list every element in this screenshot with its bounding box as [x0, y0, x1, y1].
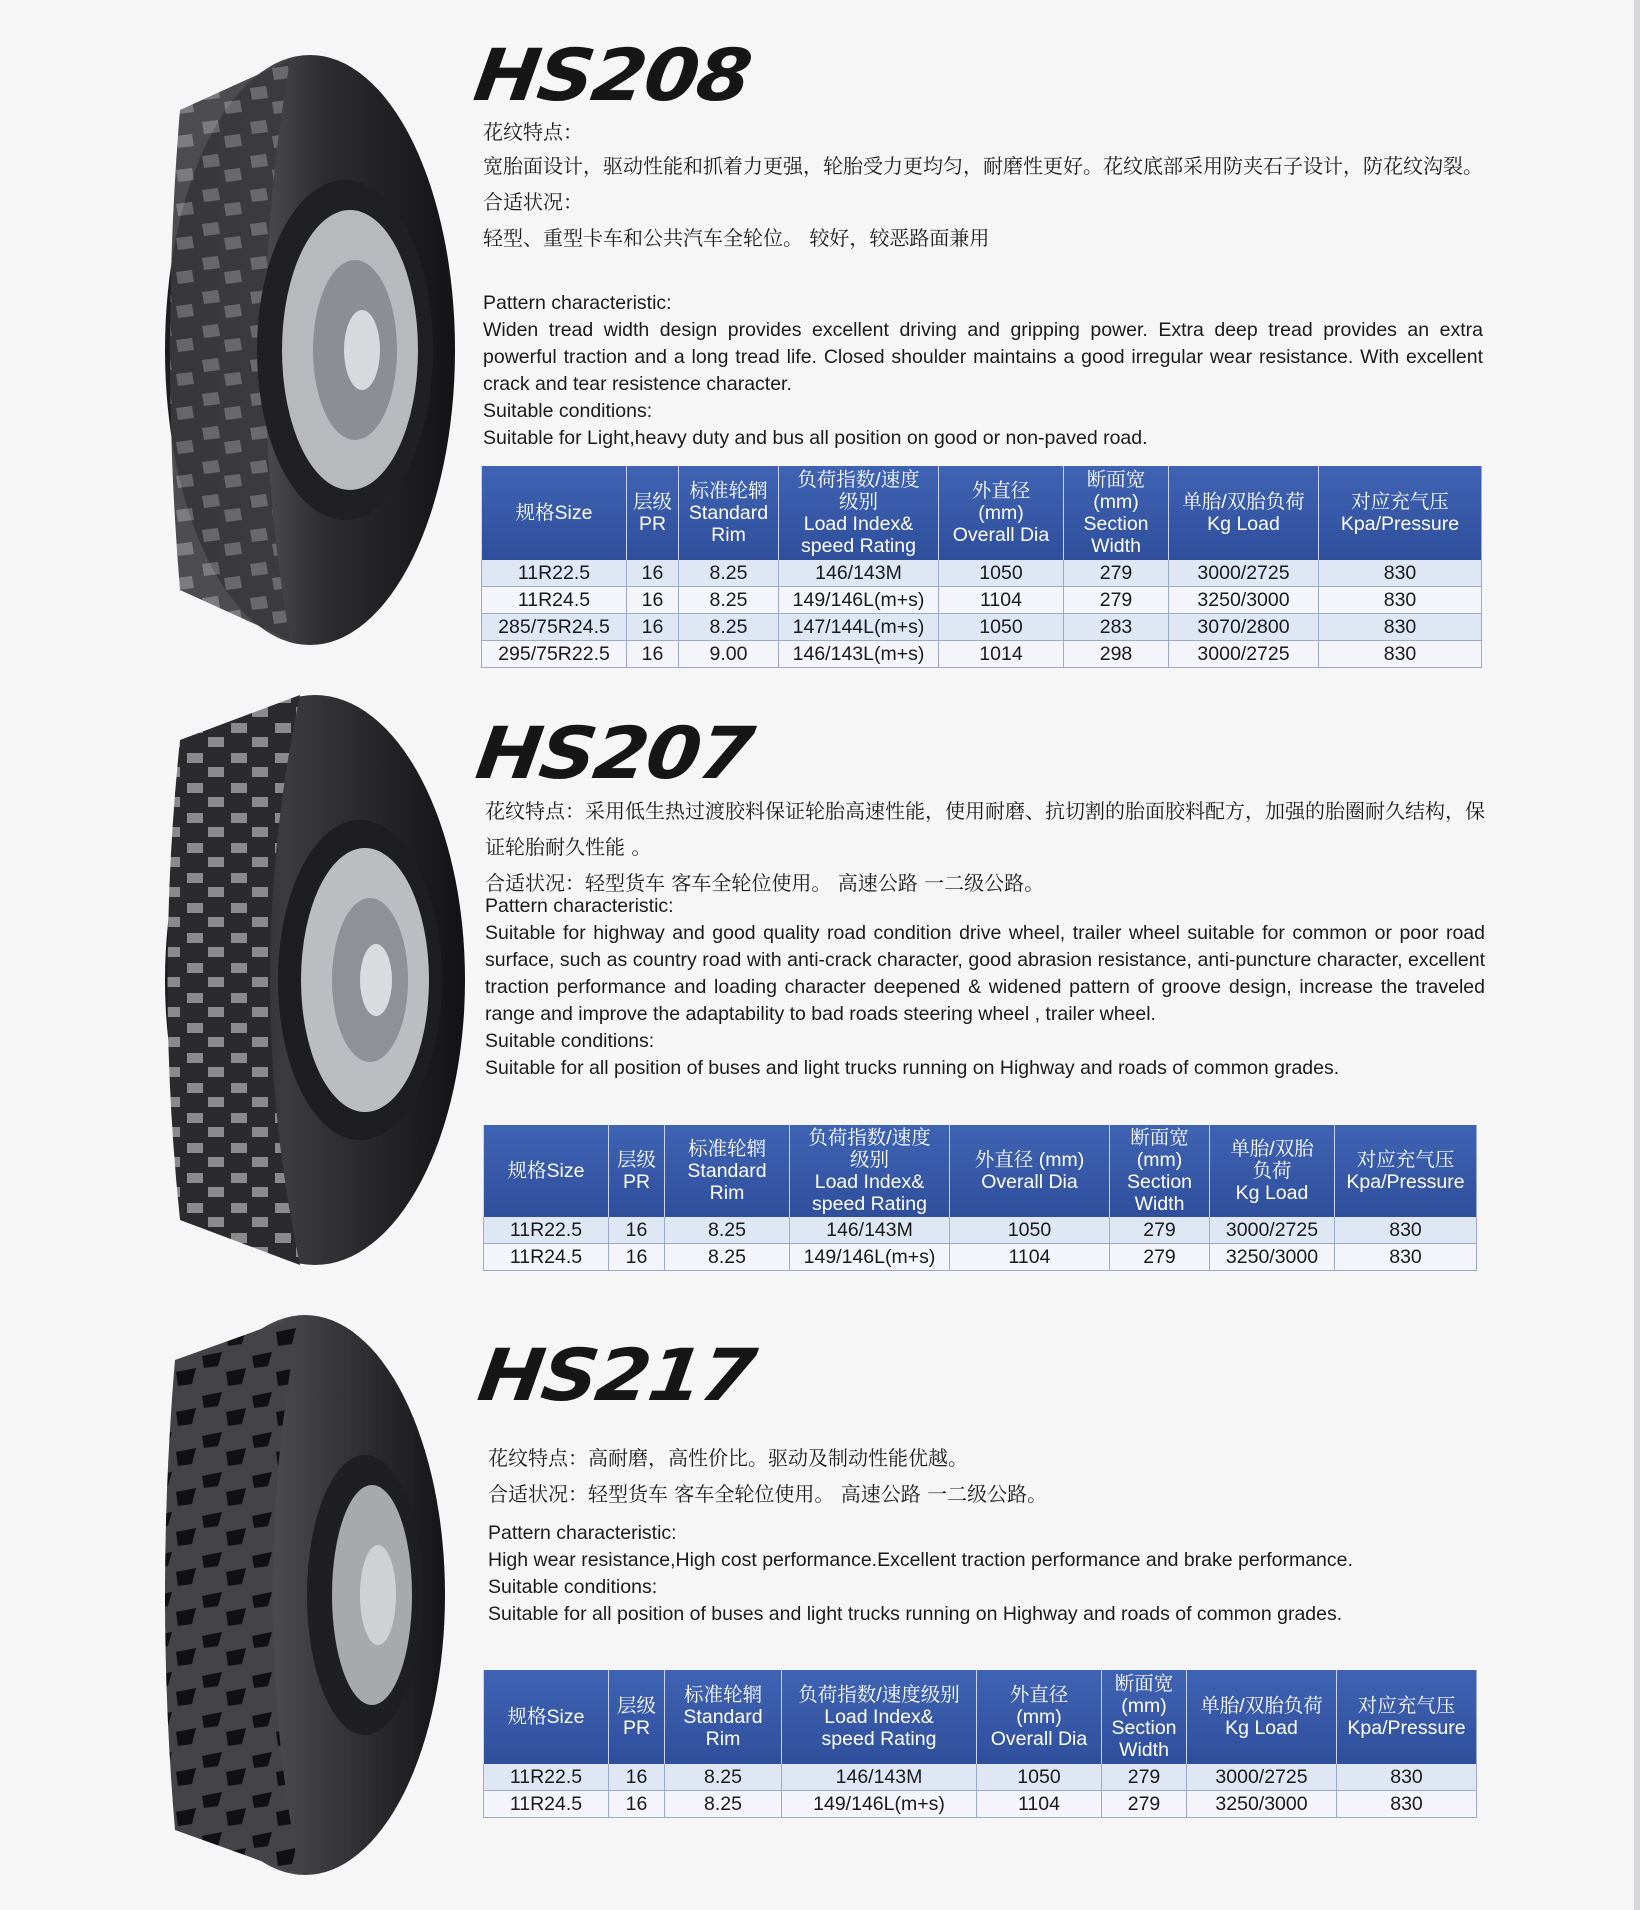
table-cell: 11R24.5	[484, 1244, 609, 1271]
en-line: Suitable for all position of buses and light trucks running on Highway and roads of common grades.	[488, 1603, 1343, 1625]
table-cell: 8.25	[665, 1244, 790, 1271]
table-cell: 16	[609, 1764, 665, 1791]
table-header-cell: 负荷指数/速度 级别 Load Index& speed Rating	[779, 466, 939, 560]
table-cell: 149/146L(m+s)	[779, 587, 939, 614]
table-header-cell: 断面宽 (mm) Section Width	[1110, 1125, 1210, 1217]
table-cell: 11R24.5	[484, 1791, 609, 1818]
table-row	[482, 587, 1482, 614]
table-row	[482, 614, 1482, 641]
table-header-cell: 规格Size	[482, 466, 627, 560]
table-cell: 830	[1335, 1244, 1477, 1271]
table-header-cell: 规格Size	[484, 1670, 609, 1764]
table-cell: 279	[1110, 1244, 1210, 1271]
table-cell: 146/143L(m+s)	[779, 641, 939, 668]
table-header-cell: 标准轮辋 Standard Rim	[665, 1125, 790, 1217]
table-header-cell: 单胎/双胎负荷 Kg Load	[1169, 466, 1319, 560]
table-header-row	[484, 1670, 1477, 1764]
table-cell: 3070/2800	[1169, 614, 1319, 641]
description-en	[485, 893, 1485, 1082]
table-cell: 149/146L(m+s)	[782, 1791, 977, 1818]
table-cell: 279	[1102, 1791, 1187, 1818]
tire-image-hs208	[150, 50, 460, 650]
table-header-cell: 层级 PR	[609, 1670, 665, 1764]
table-cell: 16	[627, 614, 679, 641]
table-cell: 8.25	[665, 1217, 790, 1244]
table-row	[482, 560, 1482, 587]
table-cell: 830	[1319, 614, 1482, 641]
table-cell: 279	[1102, 1764, 1187, 1791]
description-en	[488, 1520, 1488, 1628]
table-cell: 3250/3000	[1187, 1791, 1337, 1818]
table-cell: 3000/2725	[1169, 641, 1319, 668]
table-cell: 1104	[977, 1791, 1102, 1818]
table-header-cell: 层级 PR	[609, 1125, 665, 1217]
table-cell: 3250/3000	[1210, 1244, 1335, 1271]
table-cell: 8.25	[665, 1791, 782, 1818]
table-cell: 830	[1319, 641, 1482, 668]
table-cell: 830	[1319, 587, 1482, 614]
table-body	[482, 560, 1482, 668]
cn-line: 合适状况：轻型货车 客车全轮位使用。 高速公路 一二级公路。	[488, 1482, 1048, 1506]
spec-table	[483, 1670, 1477, 1818]
table-cell: 283	[1064, 614, 1169, 641]
description-en	[483, 290, 1483, 452]
table-header-cell: 对应充气压 Kpa/Pressure	[1319, 466, 1482, 560]
table-cell: 8.25	[679, 614, 779, 641]
cn-line: 花纹特点：	[483, 120, 583, 144]
table-header-row	[482, 466, 1482, 560]
table-body	[484, 1764, 1477, 1818]
spec-table	[481, 466, 1482, 668]
en-line: Suitable conditions:	[483, 400, 653, 422]
table-header-cell: 外直径 (mm) Overall Dia	[950, 1125, 1110, 1217]
en-line: Suitable for highway and good quality road condition drive wheel, trailer wheel suitable for common or poor road surface, such as country road with anti-crack character, good abrasion resistance, anti-puncture character, excellent traction performance and loading character deepened & widened pattern of groove design, increase the traveled range and improve the adaptability to bad roads steering wheel , trailer wheel.	[485, 922, 1485, 1025]
en-line: Pattern characteristic:	[485, 895, 674, 917]
table-header-cell: 标准轮辋 Standard Rim	[665, 1670, 782, 1764]
en-line: Suitable for Light,heavy duty and bus all position on good or non-paved road.	[483, 427, 1148, 449]
table-cell: 285/75R24.5	[482, 614, 627, 641]
table-cell: 1104	[950, 1244, 1110, 1271]
table-cell: 279	[1064, 587, 1169, 614]
table-cell: 11R22.5	[484, 1764, 609, 1791]
model-title: HS207	[471, 712, 758, 796]
cn-line: 宽胎面设计，驱动性能和抓着力更强，轮胎受力更均匀，耐磨性更好。花纹底部采用防夹石子设计，防花纹沟裂。	[483, 154, 1483, 178]
table-cell: 8.25	[679, 587, 779, 614]
table-row	[484, 1244, 1477, 1271]
scan-edge	[1634, 0, 1640, 1910]
en-line: Pattern characteristic:	[483, 292, 672, 314]
table-cell: 146/143M	[790, 1217, 950, 1244]
table-cell: 3000/2725	[1210, 1217, 1335, 1244]
table-cell: 830	[1319, 560, 1482, 587]
table-cell: 3000/2725	[1187, 1764, 1337, 1791]
table-cell: 279	[1064, 560, 1169, 587]
table-row	[484, 1217, 1477, 1244]
table-header-cell: 层级 PR	[627, 466, 679, 560]
table-header-cell: 断面宽 (mm) Section Width	[1064, 466, 1169, 560]
model-title: HS208	[469, 34, 756, 118]
cn-line: 花纹特点：采用低生热过渡胶料保证轮胎高速性能，使用耐磨、抗切割的胎面胶料配方，加强的胎圈耐久结构，保证轮胎耐久性能 。	[485, 799, 1485, 859]
en-line: High wear resistance,High cost performance.Excellent traction performance and brake performance.	[488, 1549, 1353, 1571]
table-cell: 8.25	[679, 560, 779, 587]
table-header-cell: 规格Size	[484, 1125, 609, 1217]
table-header-cell: 单胎/双胎负荷 Kg Load	[1187, 1670, 1337, 1764]
table-header-cell: 标准轮辋 Standard Rim	[679, 466, 779, 560]
spec-table	[483, 1125, 1477, 1271]
en-line: Pattern characteristic:	[488, 1522, 677, 1544]
table-cell: 8.25	[665, 1764, 782, 1791]
table-cell: 1014	[939, 641, 1064, 668]
table-header-cell: 负荷指数/速度级别 Load Index& speed Rating	[782, 1670, 977, 1764]
table-row	[484, 1764, 1477, 1791]
cn-line: 轻型、重型卡车和公共汽车全轮位。 较好，较恶路面兼用	[483, 226, 990, 250]
table-header-cell: 单胎/双胎 负荷 Kg Load	[1210, 1125, 1335, 1217]
tire-image-hs207	[140, 690, 470, 1270]
description-cn	[488, 1440, 1488, 1512]
table-row	[484, 1791, 1477, 1818]
en-line: Widen tread width design provides excellent driving and gripping power. Extra deep tread provides an extra powerful traction and a long tread life. Closed shoulder maintains a good irregular wear resistance. With excellent crack and tear resistence character.	[483, 319, 1483, 395]
table-cell: 298	[1064, 641, 1169, 668]
table-header-cell: 对应充气压 Kpa/Pressure	[1337, 1670, 1477, 1764]
table-cell: 830	[1337, 1764, 1477, 1791]
cn-line: 合适状况：轻型货车 客车全轮位使用。 高速公路 一二级公路。	[485, 871, 1045, 895]
table-cell: 16	[627, 641, 679, 668]
table-cell: 16	[627, 587, 679, 614]
table-cell: 16	[609, 1244, 665, 1271]
table-header-cell: 外直径 (mm) Overall Dia	[939, 466, 1064, 560]
en-line: Suitable for all position of buses and light trucks running on Highway and roads of common grades.	[485, 1057, 1340, 1079]
table-cell: 1050	[977, 1764, 1102, 1791]
table-cell: 11R22.5	[484, 1217, 609, 1244]
table-cell: 9.00	[679, 641, 779, 668]
table-cell: 149/146L(m+s)	[790, 1244, 950, 1271]
table-cell: 279	[1110, 1217, 1210, 1244]
table-cell: 1050	[939, 560, 1064, 587]
table-cell: 1050	[950, 1217, 1110, 1244]
table-cell: 147/144L(m+s)	[779, 614, 939, 641]
table-row	[482, 641, 1482, 668]
table-cell: 11R24.5	[482, 587, 627, 614]
table-cell: 1104	[939, 587, 1064, 614]
table-cell: 830	[1335, 1217, 1477, 1244]
model-title: HS217	[473, 1334, 760, 1418]
table-header-cell: 对应充气压 Kpa/Pressure	[1335, 1125, 1477, 1217]
table-cell: 295/75R22.5	[482, 641, 627, 668]
table-header-cell: 外直径 (mm) Overall Dia	[977, 1670, 1102, 1764]
table-cell: 146/143M	[782, 1764, 977, 1791]
table-cell: 3000/2725	[1169, 560, 1319, 587]
table-cell: 3250/3000	[1169, 587, 1319, 614]
table-cell: 11R22.5	[482, 560, 627, 587]
table-cell: 16	[609, 1791, 665, 1818]
description-cn	[483, 114, 1483, 256]
en-line: Suitable conditions:	[485, 1030, 655, 1052]
table-header-cell: 断面宽 (mm) Section Width	[1102, 1670, 1187, 1764]
table-header-cell: 负荷指数/速度 级别 Load Index& speed Rating	[790, 1125, 950, 1217]
description-cn	[485, 793, 1485, 901]
table-cell: 146/143M	[779, 560, 939, 587]
cn-line: 合适状况：	[483, 190, 583, 214]
tire-image-hs217	[150, 1310, 450, 1880]
en-line: Suitable conditions:	[488, 1576, 658, 1598]
table-body	[484, 1217, 1477, 1271]
cn-line: 花纹特点：高耐磨，高性价比。驱动及制动性能优越。	[488, 1446, 968, 1470]
table-header-row	[484, 1125, 1477, 1217]
table-cell: 16	[609, 1217, 665, 1244]
table-cell: 1050	[939, 614, 1064, 641]
table-cell: 830	[1337, 1791, 1477, 1818]
table-cell: 16	[627, 560, 679, 587]
